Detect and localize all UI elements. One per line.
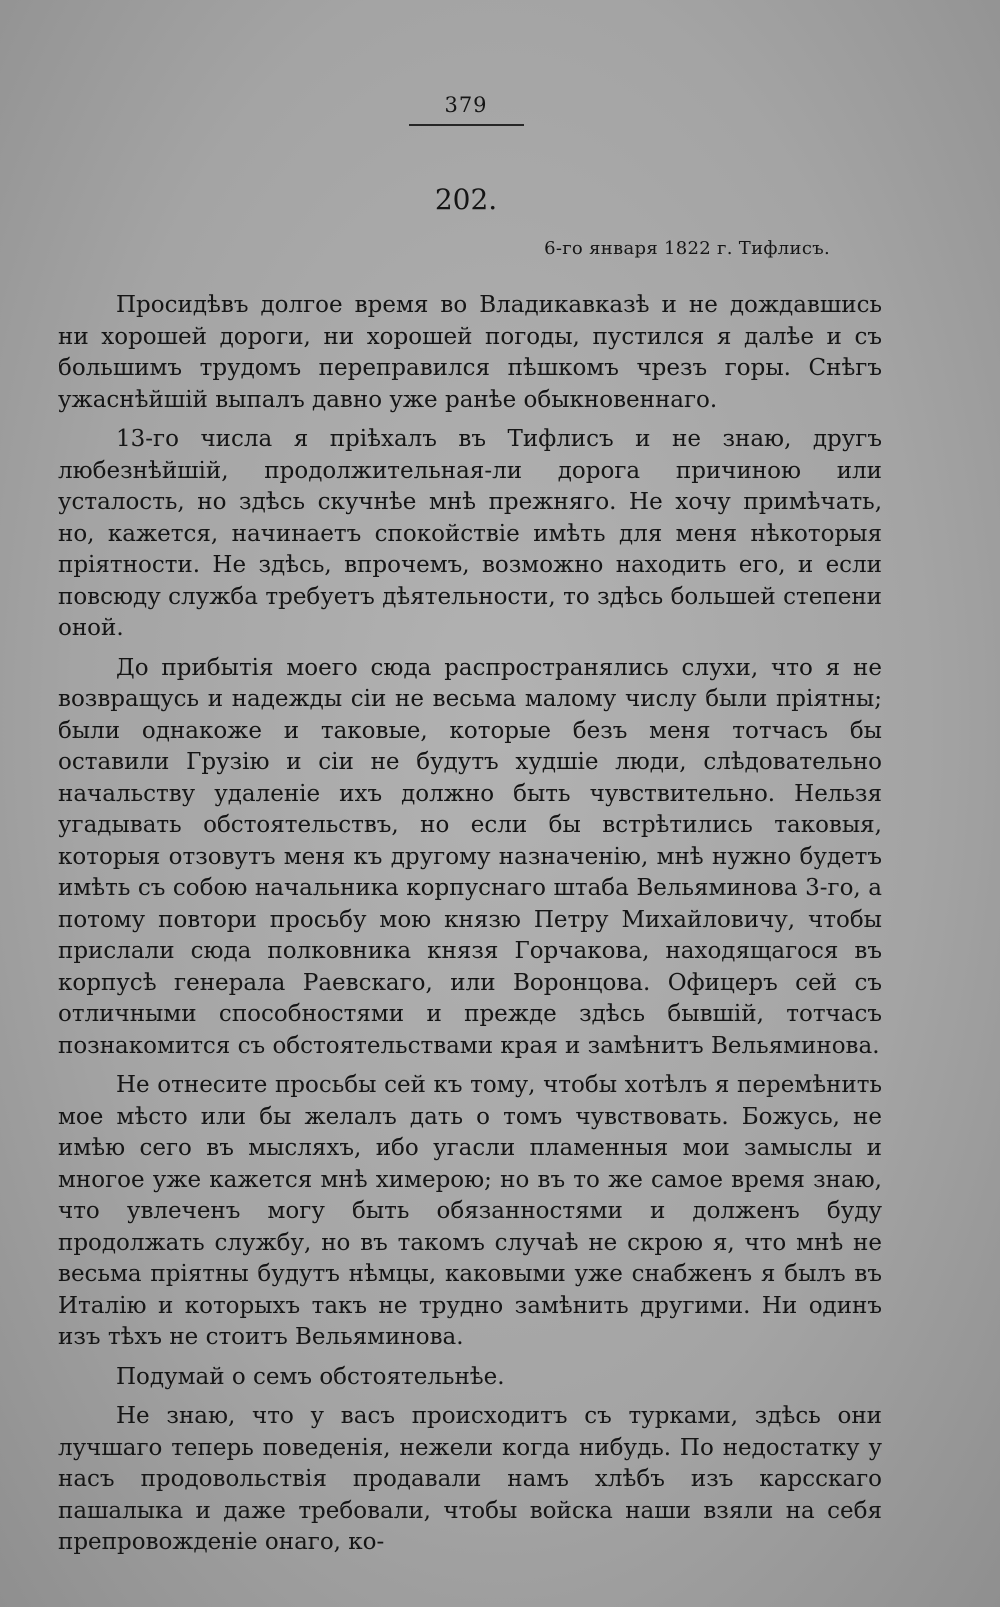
paragraph: Не отнесите просьбы сей къ тому, чтобы хотѣлъ я перемѣнить мое мѣсто или бы желалъ дать о томъ чувствовать. Божусь, не имѣю сего въ мысляхъ, ибо угасли пламенныя мои замыслы и многое уже кажется мнѣ химерою; но въ то же самое время знаю, что увлеченъ могу быть обязанностями и долженъ буду продолжать службу, но въ такомъ случаѣ не скрою я, что мнѣ не весьма пріятны будутъ нѣмцы, каковыми уже снабженъ я былъ въ Италію и которыхъ такъ не трудно замѣнить другими. Ни одинъ изъ тѣхъ не стоитъ Вельяминова. [58, 1072, 882, 1350]
letter-number: 202. [434, 183, 498, 216]
paragraph: До прибытія моего сюда распространялись слухи, что я не возвращусь и надежды сіи не весьма малому числу были пріятны; были однакоже и таковые, которые безъ меня тотчасъ бы оставили Грузію и сіи не будутъ худшіе люди, слѣдовательно начальству удаленіе ихъ должно быть чувствительно. Нельзя угадывать обстоятельствъ, но если бы встрѣтились таковыя, которыя отзовутъ меня къ другому назначенію, мнѣ нужно будетъ имѣть съ собою начальника корпуснаго штаба Вельяминова 3-го, а потому повтори просьбу мою князю Петру Михайловичу, чтобы прислали сюда полковника князя Горчакова, находящагося въ корпусѣ генерала Раевскаго, или Воронцова. Офицеръ сей съ отличными способностями и прежде здѣсь бывшій, тотчасъ познакомится съ обстоятельствами края и замѣнитъ Вельяминова. [58, 654, 882, 1059]
header-rule [409, 124, 524, 126]
page-number: 379 [444, 93, 488, 117]
paragraph: Подумай о семъ обстоятельнѣе. [116, 1363, 505, 1390]
letter-dateline: 6-го января 1822 г. Тифлисъ. [544, 238, 830, 259]
paragraph: Просидѣвъ долгое время во Владикавказѣ и не дождавшись ни хорошей дороги, ни хорошей погоды, пустился я далѣе и съ большимъ трудомъ переправился пѣшкомъ чрезъ горы. Снѣгъ ужаснѣйшій выпалъ давно уже ранѣе обыкновеннаго. [58, 292, 882, 413]
letter-body [58, 290, 882, 1567]
paragraph: 13-го числа я пріѣхалъ въ Тифлисъ и не знаю, другъ любезнѣйшій, продолжительная-ли дорога причиною или усталость, но здѣсь скучнѣе мнѣ прежняго. Не хочу примѣчать, но, кажется, начинаетъ спокойствіе имѣть для меня нѣкоторыя пріятности. Не здѣсь, впрочемъ, возможно находить его, и если повсюду служба требуетъ дѣятельности, то здѣсь большей степени оной. [58, 426, 882, 641]
paragraph: Не знаю, что у васъ происходитъ съ турками, здѣсь они лучшаго теперь поведенія, нежели когда нибудь. По недостатку у насъ продовольствія продавали намъ хлѣбъ изъ карсскаго пашалыка и даже требовали, чтобы войска наши взяли на себя препровожденіе онаго, ко- [58, 1403, 882, 1555]
